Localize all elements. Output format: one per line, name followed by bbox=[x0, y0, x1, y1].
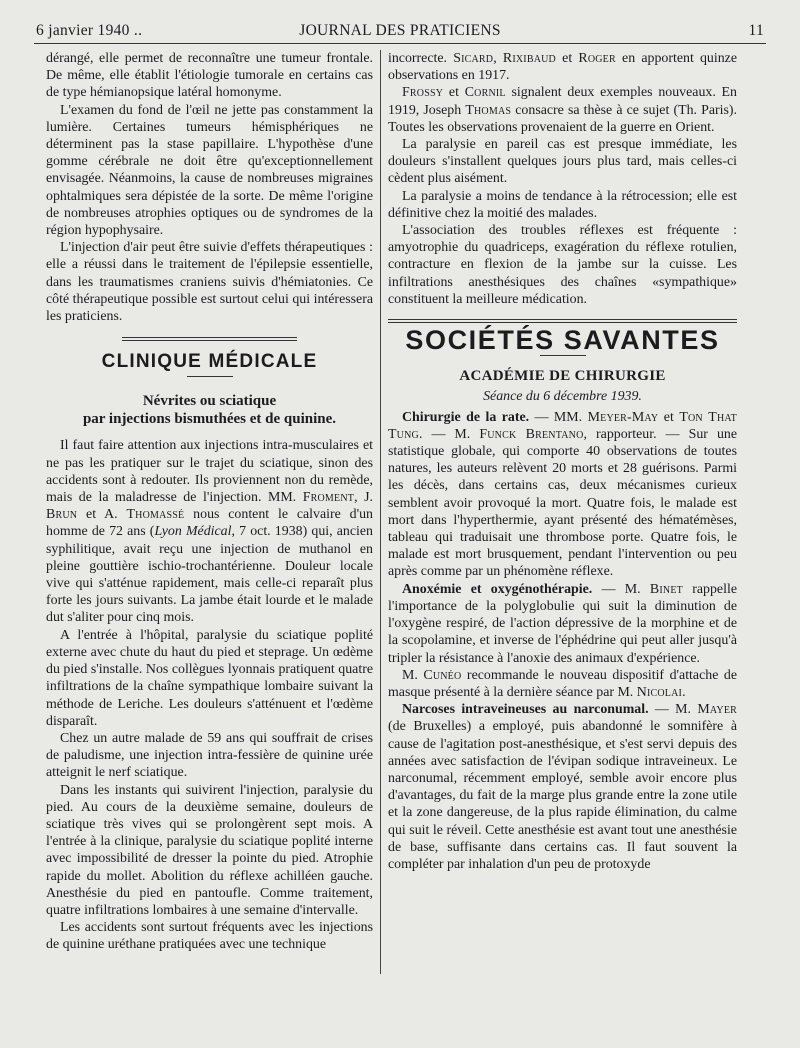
text-run: consacre sa thèse à ce sujet (Th. Paris). Toutes les observations provenaient de la guerre en Orient. bbox=[388, 102, 737, 135]
text-run: et bbox=[443, 85, 465, 101]
paragraph: La paralysie a moins de tendance à la rétrocession; elle est définitive chez la moitié des malades. bbox=[388, 188, 737, 221]
header-date: 6 janvier 1940 .. bbox=[36, 22, 143, 39]
header-page-number: 11 bbox=[748, 22, 764, 39]
paragraph bbox=[388, 701, 737, 873]
text-run: — M. bbox=[592, 581, 650, 597]
paragraph: L'injection d'air peut être suivie d'effets thérapeutiques : elle a réussi dans le traitement de l'épilepsie essentielle, dans les traumatismes craniens suivis d'hémiatonies. Ce côté thérapeutique possible est surtout celui qui intéressera les praticiens. bbox=[46, 240, 373, 325]
text-run: nous content le calvaire d'un homme de 72 ans ( bbox=[46, 507, 373, 540]
text-run: , J. bbox=[354, 490, 373, 506]
text-run: . bbox=[682, 684, 686, 700]
text-run: en apportent quinze observations en 1917. bbox=[388, 51, 738, 84]
text-run: — M. bbox=[648, 702, 698, 718]
author-name: Ton That Tung bbox=[388, 409, 737, 442]
paragraph bbox=[388, 84, 737, 136]
author-name: Meyer-May bbox=[587, 409, 659, 425]
text-run: et A. bbox=[77, 507, 127, 523]
text-run: , bbox=[493, 51, 503, 66]
author-name: Thomassé bbox=[126, 507, 185, 523]
paragraph bbox=[46, 437, 373, 626]
text-run: et bbox=[555, 51, 579, 66]
author-name: Thomas bbox=[465, 102, 512, 118]
paragraph bbox=[388, 667, 737, 701]
author-name: Cornil bbox=[464, 85, 506, 101]
author-name: Roger bbox=[578, 51, 616, 66]
author-name: Binet bbox=[649, 581, 683, 597]
journal-reference: Lyon Médical bbox=[154, 524, 232, 540]
paragraph: A l'entrée à l'hôpital, paralysie du sciatique poplité externe avec chute du haut du pied et steprage. Un œdème du pied s'installe. Nos collègues lyonnais pratiquent quatre infiltrations de la chaîne sympathique lombaire suivant la méthode de Leriche. Les douleurs s'atténuent et l'œdème disparaît. bbox=[46, 627, 373, 729]
text-run: , 7 oct. 1938) qui, ancien syphilitique, avait reçu une injection de muthanol en pleine gouttière ischio-trochantérienne. Douleur locale vive qui s'atténue rapidement, mais celle-ci reparaît plus forte les jours suivants. La jambe était lourde et le malade dut s'aliter pour cinq mois. bbox=[46, 524, 373, 626]
text-run: et bbox=[658, 409, 680, 425]
article-title-line: par injections bismuthées et de quinine. bbox=[82, 410, 337, 427]
subsection-title: Anoxémie et oxygénothérapie. bbox=[402, 581, 593, 597]
author-name: Sicard bbox=[453, 51, 494, 66]
author-name: Funck Brentano bbox=[479, 426, 584, 442]
paragraph: La paralysie en pareil cas est presque immédiate, les douleurs s'installent quelques jours plus tard, mais celles-ci cèdent plus aisément. bbox=[388, 137, 737, 187]
paragraph bbox=[388, 409, 737, 581]
text-run: Il faut faire attention aux injections intra-musculaires et ne pas les pratiquer sur le trajet du sciatique, sinon des accidents sont à redouter. Ils proviennent non du remède, mais de la maladresse de l'injection. MM. bbox=[46, 438, 373, 506]
section-short-rule bbox=[540, 355, 586, 356]
section-short-rule bbox=[187, 376, 233, 377]
text-run: — MM. bbox=[529, 409, 588, 425]
paragraph bbox=[388, 581, 737, 667]
column-divider bbox=[380, 50, 381, 974]
paragraph: L'examen du fond de l'œil ne jette pas constamment la lumière. Certaines tumeurs hémisphériques ne déterminent pas la stase papillaire. L'hypothèse d'une gomme cérébrale ne doit être qu'exceptionnellement envisagée. Néanmoins, la cause de nombreuses migraines ophtalmiques sera dépistée de la sorte. De même l'origine de nombreuses atrophies optiques ou de syndromes de la région hypophysaire. bbox=[46, 102, 373, 239]
paragraph: Dans les instants qui suivirent l'injection, paralysie du pied. Au cours de la deuxième semaine, douleurs de sciatique très vives qui se prolongèrent sept mois. A l'entrée à la clinique, paralysie du sciatique poplité interne avec impossibilité de dresser la pointe du pied. Atrophie rapide du mollet. Abolition du réflexe achilléen gauche. Anesthésie du pied en pantoufle. Comme traitement, quatre infiltrations lombaires à une semaine d'intervalle. bbox=[46, 782, 373, 918]
article-title bbox=[46, 393, 373, 428]
academie-heading: ACADÉMIE DE CHIRURGIE bbox=[459, 368, 666, 385]
section-title-societes: SOCIÉTÉS SAVANTES bbox=[405, 325, 720, 356]
paragraph bbox=[388, 50, 737, 84]
article-title-line: Névrites ou sciatique bbox=[142, 393, 277, 410]
page-header bbox=[36, 20, 764, 42]
author-name: Frossy bbox=[402, 85, 444, 101]
author-name: Rixibaud bbox=[502, 51, 556, 66]
author-name: Froment bbox=[302, 490, 355, 506]
author-name: Nicolai bbox=[636, 684, 683, 700]
header-journal-title: JOURNAL DES PRATICIENS bbox=[299, 22, 501, 39]
author-name: Mayer bbox=[697, 702, 737, 718]
paragraph: Chez un autre malade de 59 ans qui souffrait de crises de paludisme, une injection intra-fessière de quinine urée atteignit le nerf sciatique. bbox=[46, 730, 373, 781]
author-name: Cunéo bbox=[423, 667, 462, 683]
section-double-rule bbox=[122, 337, 297, 341]
subsection-title: Narcoses intraveineuses au narconumal. bbox=[402, 702, 649, 718]
author-name: Brun bbox=[46, 507, 78, 523]
text-run: incorrecte. bbox=[388, 51, 454, 66]
text-run: signalent deux exemples nouveaux. En 1919, Joseph bbox=[388, 85, 737, 118]
text-run: recommande le nouveau dispositif d'attache de masque présenté à la dernière séance par M. bbox=[388, 667, 737, 700]
right-column bbox=[388, 50, 737, 873]
left-column bbox=[46, 50, 373, 954]
text-run: (de Bruxelles) a employé, puis abandonné le somnifère à cause de l'agitation post-anesthésique, et s'est servi depuis des années avec satisfaction de l'évipan sodique intraveineux. Le narconumal, récemment employé, semble avoir encore plus d'avantages, du fait de la marge plus grande entre la zone utile et la zone dangereuse, de la plus rapide élimination, du calme qui suit le réveil. Cette anesthésie est avant tout une anesthésie de base, suffisante dans certains cas. Il faut souvent la compléter par inhalation d'un peu de protoxyde bbox=[388, 719, 737, 872]
seance-date: Séance du 6 décembre 1939. bbox=[483, 389, 642, 405]
text-run: , rapporteur. — Sur une statistique globale, qui comporte 40 observations de toutes natures, les auteurs relèvent 20 morts et 28 guérisons. Parmi les décès, dans certains cas, deux mécanismes curieux semblent avoir provoqué la mort. Quatre fois, le malade est mort dans l'hyperthermie, ayant présenté des hématémèses, tableau qui traduisait une thrombose porte. Quatre fois, le malade est mort brusquement, pendant l'intervention ou peu après comme par un phénomène réflexe. bbox=[388, 426, 738, 580]
text-run: M. bbox=[402, 667, 424, 683]
text-run: rappelle l'importance de la polyglobulie qui suit la diminution de l'oxygène respiré, de l'action dépressive de la morphine et de la scopolamine, et inverse de l'éphédrine qui peut aller jusqu'à tripler la résistance à l'anoxie des animaux d'expérience. bbox=[388, 581, 737, 666]
paragraph: dérangé, elle permet de reconnaître une tumeur frontale. De même, elle établit l'étiologie tumorale en certains cas de type hémianopsique latéral homonyme. bbox=[46, 51, 373, 101]
paragraph: L'association des troubles réflexes est fréquente : amyotrophie du quadriceps, exagération du réflexe rotulien, contracture en flexion de la jambe sur la cuisse. Les infiltrations anesthésiques des chaînes «sympathique» constituent la meilleure médication. bbox=[388, 223, 737, 307]
subsection-title: Chirurgie de la rate. bbox=[402, 409, 530, 425]
text-run: . — M. bbox=[418, 426, 480, 442]
section-title-clinique: CLINIQUE MÉDICALE bbox=[101, 351, 318, 373]
paragraph: Les accidents sont surtout fréquents avec les injections de quinine uréthane pratiquées avec une technique bbox=[46, 920, 373, 953]
header-rule bbox=[34, 43, 766, 44]
section-double-rule bbox=[388, 319, 737, 323]
